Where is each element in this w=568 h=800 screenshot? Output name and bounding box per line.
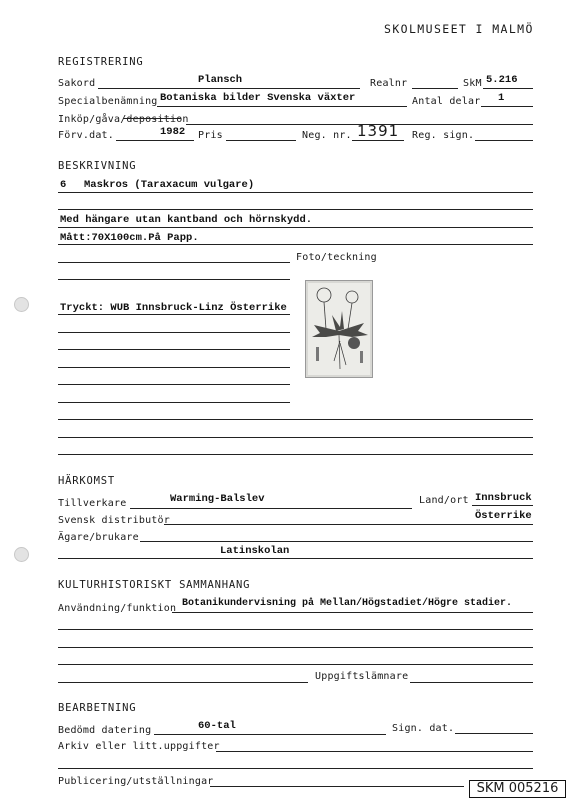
specialbenamning-line [157, 106, 407, 107]
rule [58, 682, 308, 683]
landort-value-2[interactable]: Österrike [475, 510, 532, 522]
rule [58, 262, 290, 263]
rule [58, 227, 533, 228]
antal-delar-value[interactable]: 1 [498, 92, 505, 104]
landort-value-1[interactable]: Innsbruck [475, 492, 532, 504]
arkiv-label: Arkiv eller litt.uppgifter [58, 741, 220, 752]
rule [58, 558, 533, 559]
datering-value[interactable]: 60-tal [198, 720, 236, 732]
punch-hole [14, 297, 29, 312]
negnr-line [352, 140, 404, 141]
anvandning-line [172, 612, 533, 613]
rule [58, 384, 290, 385]
realnr-line [412, 88, 458, 89]
signdat-label: Sign. dat. [392, 723, 455, 734]
catalog-stamp: SKM 005216 [469, 780, 566, 798]
beskrivning-line-2[interactable]: Med hängare utan kantband och hörnskydd. [60, 214, 313, 226]
uppgift-line [410, 682, 533, 683]
tillverkare-label: Tillverkare [58, 498, 127, 509]
punch-hole [14, 547, 29, 562]
landort-line [472, 505, 533, 506]
section-heading-kultur: KULTURHISTORISKT SAMMANHANG [58, 579, 251, 591]
rule [58, 332, 290, 333]
skm-value[interactable]: 5.216 [486, 74, 518, 86]
uppgift-label: Uppgiftslämnare [315, 671, 409, 682]
rule [58, 192, 533, 193]
sakord-label: Sakord [58, 78, 96, 89]
dandelion-illustration [306, 281, 372, 377]
museum-header: SKOLMUSEET I MALMÖ [384, 22, 534, 36]
rule [58, 437, 533, 438]
agare-line [140, 541, 533, 542]
signdat-line [455, 733, 533, 734]
negnr-label: Neg. nr. [302, 130, 352, 141]
publicering-line [210, 786, 464, 787]
rule [58, 349, 290, 350]
rule [58, 402, 290, 403]
strikethrough [123, 118, 181, 119]
rule [58, 664, 533, 665]
tryckt-text[interactable]: Tryckt: WUB Innsbruck-Linz Österrike [60, 302, 287, 314]
skm-label: SkM [463, 78, 482, 89]
botanical-plate-photo [305, 280, 373, 378]
tillverkare-line [130, 508, 412, 509]
beskrivning-number[interactable]: 6 [60, 179, 67, 191]
anvandning-label: Användning/funktion [58, 603, 177, 614]
beskrivning-line-1[interactable]: Maskros (Taraxacum vulgare) [84, 179, 255, 191]
datering-line [154, 734, 386, 735]
foto-label: Foto/teckning [296, 252, 377, 263]
publicering-label: Publicering/utställningar [58, 776, 214, 787]
rule [58, 768, 533, 769]
realnr-label: Realnr [370, 78, 408, 89]
agare-label: Ägare/brukare [58, 532, 139, 543]
rule [58, 244, 533, 245]
beskrivning-line-3[interactable]: Mått:70X100cm.På Papp. [60, 232, 199, 244]
distributor-line [164, 524, 533, 525]
arkiv-line [216, 751, 533, 752]
distributor-label: Svensk distributör [58, 515, 170, 526]
rule [58, 314, 290, 315]
rule [58, 629, 533, 630]
antal-delar-label: Antal delar [412, 96, 481, 107]
section-heading-registrering: REGISTRERING [58, 56, 144, 68]
pris-line [226, 140, 296, 141]
section-heading-harkomst: HÄRKOMST [58, 475, 115, 487]
rule [58, 647, 533, 648]
rule [58, 419, 533, 420]
sakord-value[interactable]: Plansch [198, 74, 243, 86]
antal-delar-line [481, 106, 533, 107]
rule [58, 454, 533, 455]
negnr-value[interactable]: 1391 [357, 122, 400, 140]
forvdat-line [116, 140, 194, 141]
tillverkare-value[interactable]: Warming-Balslev [170, 493, 265, 505]
specialbenamning-label: Specialbenämning [58, 96, 158, 107]
rule [58, 209, 533, 210]
pris-label: Pris [198, 130, 223, 141]
rule [58, 279, 290, 280]
regsign-line [475, 140, 533, 141]
agare-value[interactable]: Latinskolan [220, 545, 290, 557]
forvdat-label: Förv.dat. [58, 130, 114, 141]
skm-line [483, 88, 533, 89]
landort-label: Land/ort [419, 495, 469, 506]
anvandning-value[interactable]: Botanikundervisning på Mellan/Högstadiet/Högre stadier. [182, 598, 513, 609]
sakord-line [98, 88, 360, 89]
datering-label: Bedömd datering [58, 725, 152, 736]
section-heading-bearbetning: BEARBETNING [58, 702, 137, 714]
rule [58, 367, 290, 368]
inkop-label: Inköp/gåva/deposition [58, 114, 189, 125]
forvdat-value[interactable]: 1982 [160, 126, 186, 138]
section-heading-beskrivning: BESKRIVNING [58, 160, 137, 172]
specialbenamning-value[interactable]: Botaniska bilder Svenska växter [160, 92, 356, 104]
regsign-label: Reg. sign. [412, 130, 475, 141]
